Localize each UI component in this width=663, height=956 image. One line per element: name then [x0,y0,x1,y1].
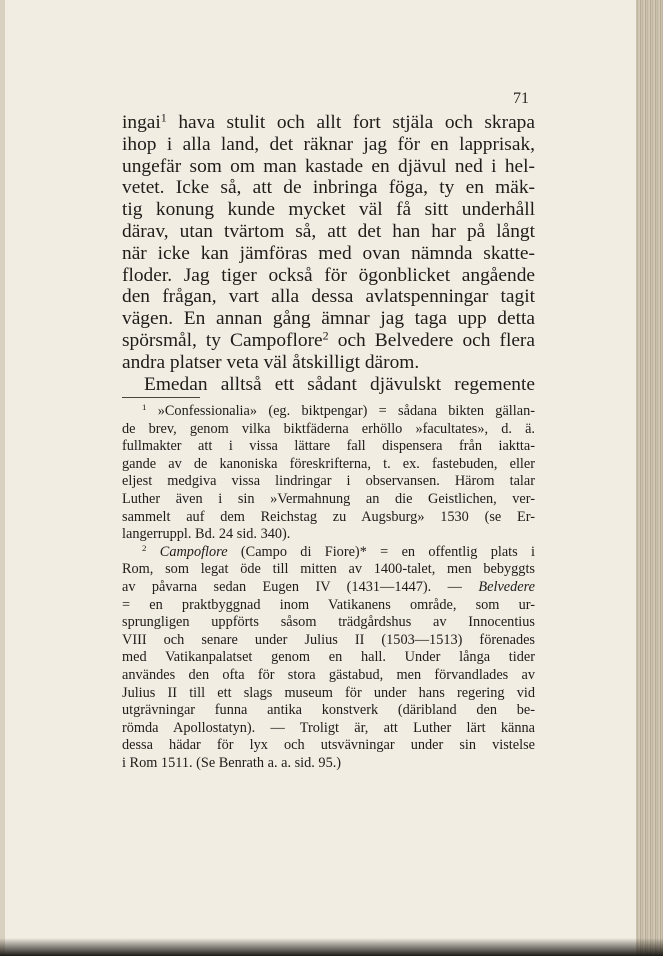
footnote-1-line: de brev, genom vilka biktfäderna erhöllo »facultates», d. ä. [122,420,535,437]
body-line-start: spörsmål, ty Campoflore [122,329,323,351]
body-line-start: ingai [122,112,161,133]
footnote-2-line: i Rom 1511. (Se Benrath a. a. sid. 95.) [122,754,342,771]
footnote-mark-2: 2 [142,542,147,553]
footnote-1-line: Luther även i sin »Vermahnung an die Geistlichen, ver- [122,490,535,507]
footnote-ref-1: 1 [160,110,167,125]
body-line: Emedan alltså ett sådant djävulskt regemente [144,373,535,395]
footnote-2-line [122,544,535,562]
footnotes [122,403,535,772]
body-line: vetet. Icke så, att de inbringa föga, ty en mäk- [122,177,535,199]
body-line: när icke kan jämföras med ovan nämnda skatte- [122,242,535,264]
footnote-2-line: utgrävningar funna antika konstverk (däribland den be- [122,702,535,719]
footnote-term: Belvedere [478,578,536,595]
footnote-1-line: eljest medgiva vissa lindringar i observansen. Härom talar [122,473,535,490]
body-line: tig konung kunde mycket väl få sitt underhåll [122,199,535,221]
page-edges [636,0,663,956]
footnote-2-line: sprungligen uppförts såsom trädgårdshus av Innocentius [122,614,535,631]
body-line [122,112,535,134]
footnote-mark-1: 1 [142,402,147,413]
body-line: därav, utan tvärtom så, att det han har på långt [122,220,535,242]
footnote-text: av påvarna sedan Eugen IV (1431—1447). — [122,578,462,595]
body-line: ihop i alla land, det räknar jag för en lapprisak, [122,133,535,155]
body-line: ungefär som om man kastade en djävul ned i hel- [122,155,535,177]
body-line [122,330,535,352]
footnote-text: »Confessionalia» (eg. biktpengar) = sådana bikten gällan- [157,403,535,419]
body-line-rest: och Belvedere och flera [337,329,535,351]
footnote-2-line: dessa hädar för lyx och utsvävningar under sin vistelse [122,737,535,754]
body-line: andra platser veta väl åtskilligt därom. [122,351,420,373]
body-line: floder. Jag tiger också för ögonblicket angående [122,264,535,286]
footnote-2-line: Rom, som legat öde till mitten av 1400-talet, men bebyggts [122,561,535,578]
footnote-text: (Campo di Fiore)* = en offentlig plats i [240,543,536,560]
footnote-1-line: langerruppl. Bd. 24 sid. 340). [122,526,291,543]
main-text [122,112,535,395]
footnote-1-line: fullmakter att i vissa lättare fall dispensera från iaktta- [122,438,535,455]
footnote-term: Campoflore [159,543,228,560]
body-line: vägen. En annan gång ämnar jag taga upp detta [122,308,535,330]
footnote-ref-2: 2 [322,328,329,343]
footnote-1-line: gande av de kanoniska föreskrifterna, t. ex. fastebuden, eller [122,455,535,472]
footnote-2-line: Julius II till ett slags museum för under hans regering vid [122,684,535,701]
footnote-2-line [122,579,535,597]
footnote-2-line: VIII och senare under Julius II (1503—1513) förenades [122,631,535,648]
footnote-2-line: = en praktbyggnad inom Vatikanens område, som ur- [122,596,535,613]
footnote-rule [122,397,200,398]
footnote-2-line: användes den ofta för stora gästabud, men förvandlades av [122,666,535,683]
footnote-2-line: med Vatikanpalatset genom en hall. Under långa tider [122,649,535,666]
footnote-1-line [122,403,535,421]
body-line-rest: hava stulit och allt fort stjäla och skrapa [178,112,535,133]
body-line: den frågan, vart alla dessa avlatspenningar tagit [122,286,535,308]
footnote-2-line: römda Apollostatyn). — Troligt är, att Luther lärt känna [122,719,535,736]
bottom-shadow [0,938,663,956]
footnote-1-line: sammelt auf dem Reichstag zu Augsburg» 1530 (se Er- [122,508,535,525]
page-number: 71 [513,90,529,107]
